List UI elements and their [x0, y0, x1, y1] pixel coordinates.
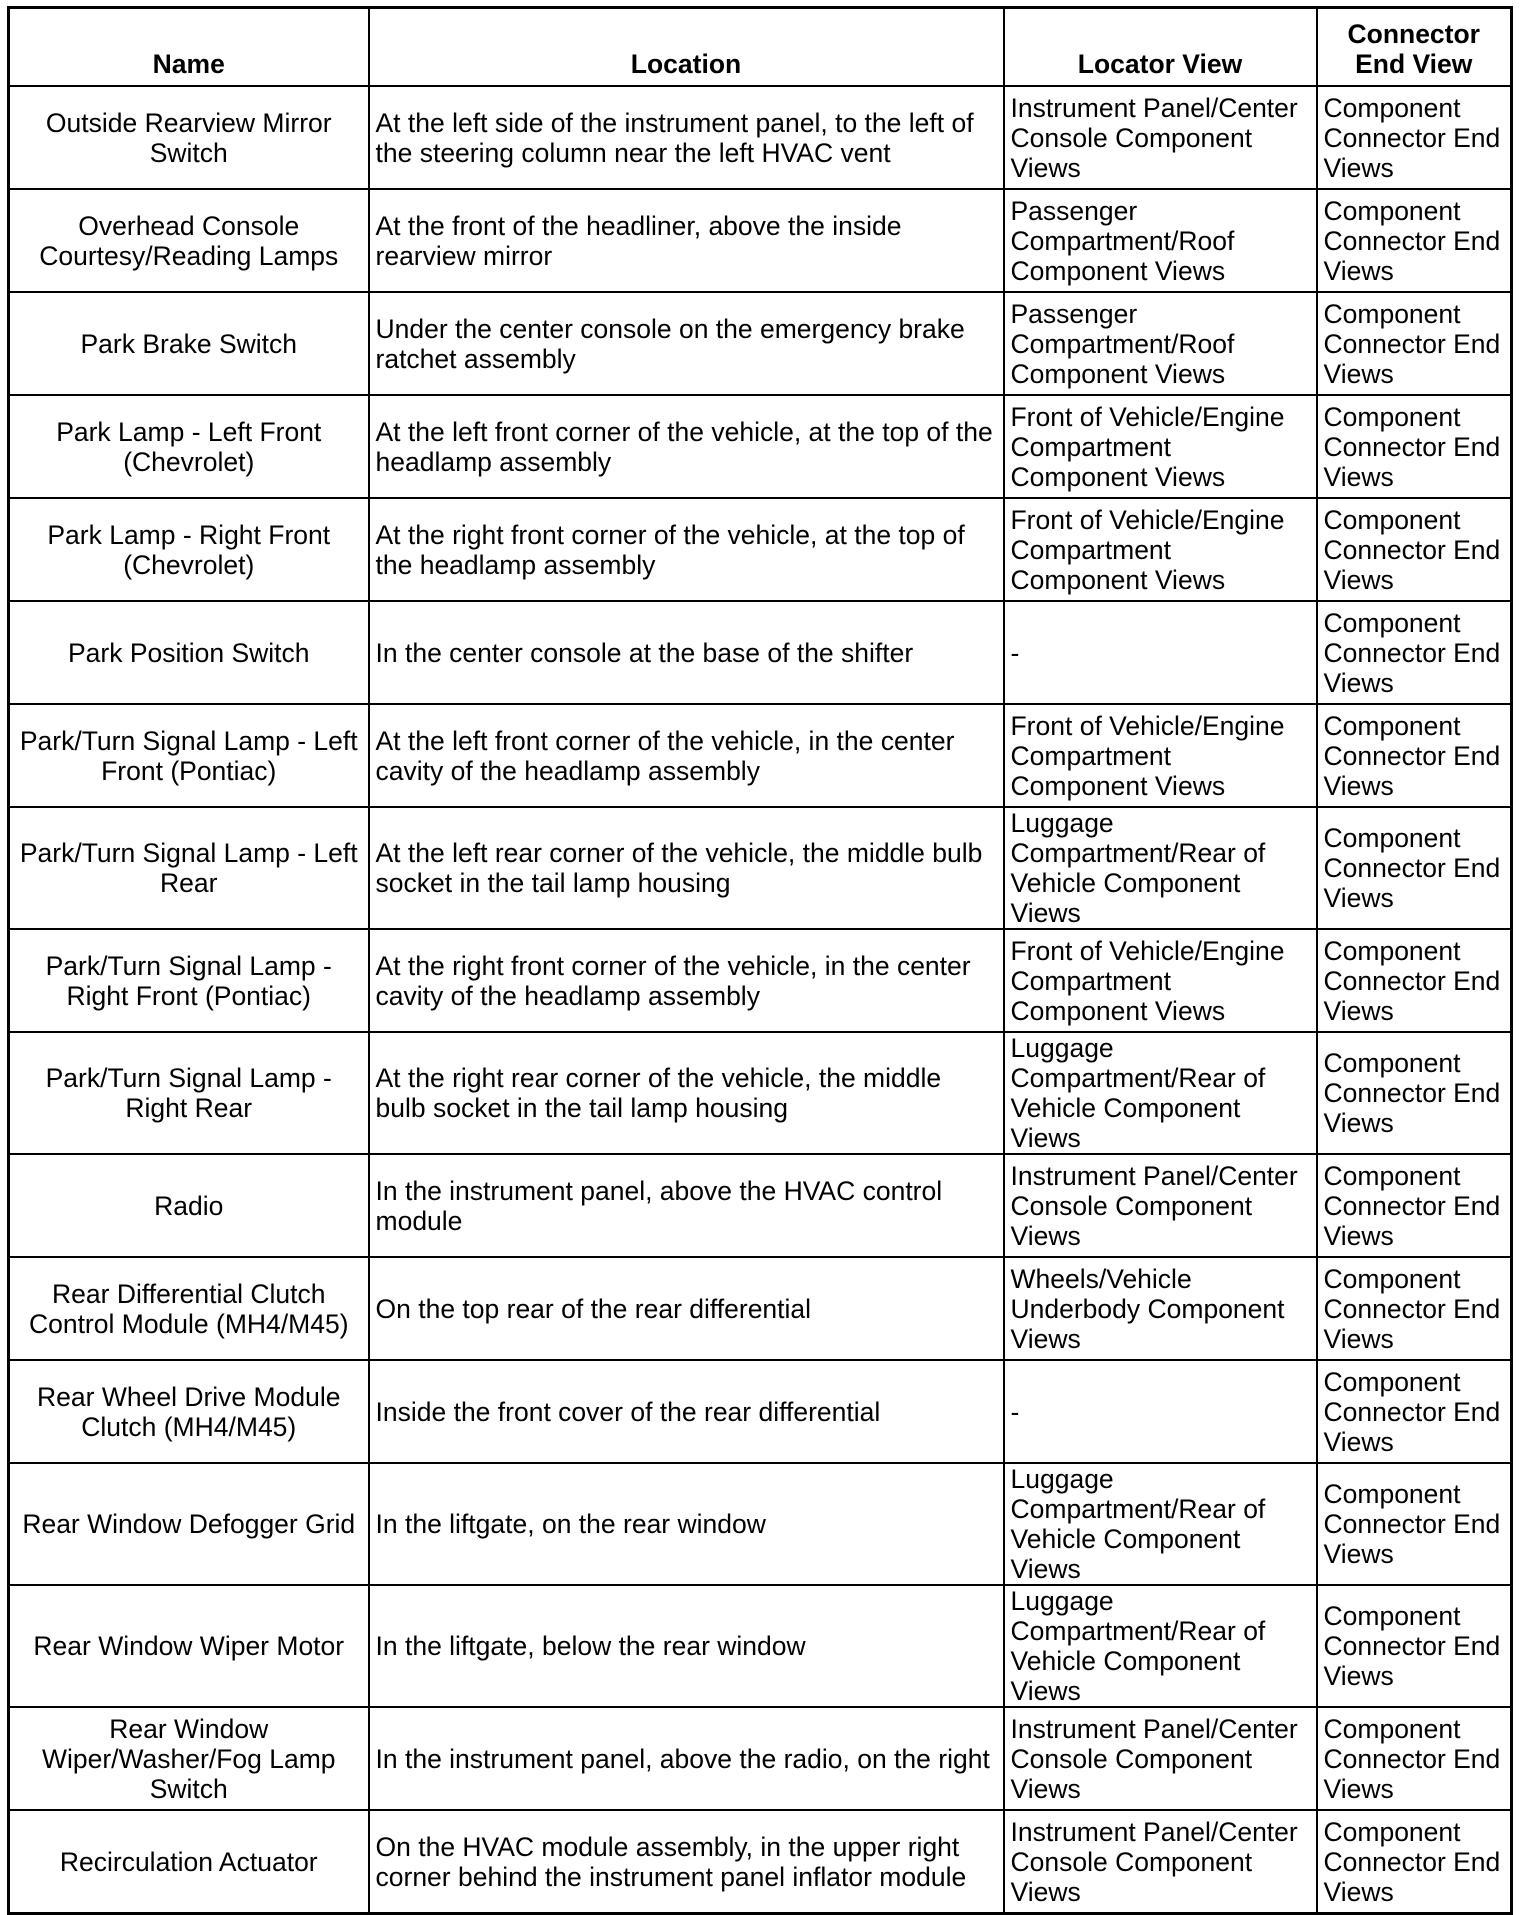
cell-name: Radio [9, 1154, 369, 1257]
cell-location: At the left side of the instrument panel, to the left of the steering column near the left HVAC vent [369, 86, 1004, 189]
cell-locator-view: Instrument Panel/Center Console Component Views [1004, 86, 1317, 189]
cell-connector-end-view: Component Connector End Views [1317, 498, 1512, 601]
cell-name: Park Position Switch [9, 601, 369, 704]
cell-locator-view: Luggage Compartment/Rear of Vehicle Component Views [1004, 1585, 1317, 1707]
cell-connector-end-view: Component Connector End Views [1317, 86, 1512, 189]
cell-location: In the liftgate, below the rear window [369, 1585, 1004, 1707]
cell-locator-view: Luggage Compartment/Rear of Vehicle Component Views [1004, 1032, 1317, 1154]
table-row [9, 929, 1512, 1032]
cell-connector-end-view: Component Connector End Views [1317, 189, 1512, 292]
table-row [9, 1585, 1512, 1707]
cell-connector-end-view: Component Connector End Views [1317, 1257, 1512, 1360]
cell-location: In the instrument panel, above the HVAC control module [369, 1154, 1004, 1257]
cell-connector-end-view: Component Connector End Views [1317, 395, 1512, 498]
table-row [9, 1463, 1512, 1585]
cell-name: Park/Turn Signal Lamp - Left Front (Pontiac) [9, 704, 369, 807]
table-row [9, 395, 1512, 498]
cell-locator-view: - [1004, 601, 1317, 704]
cell-connector-end-view: Component Connector End Views [1317, 1810, 1512, 1914]
cell-name: Park/Turn Signal Lamp - Right Front (Pontiac) [9, 929, 369, 1032]
cell-location: In the instrument panel, above the radio, on the right [369, 1707, 1004, 1810]
cell-connector-end-view: Component Connector End Views [1317, 1463, 1512, 1585]
cell-name: Park/Turn Signal Lamp - Right Rear [9, 1032, 369, 1154]
cell-connector-end-view: Component Connector End Views [1317, 601, 1512, 704]
cell-locator-view: Front of Vehicle/Engine Compartment Component Views [1004, 929, 1317, 1032]
cell-locator-view: Luggage Compartment/Rear of Vehicle Component Views [1004, 807, 1317, 929]
table-row [9, 704, 1512, 807]
cell-name: Rear Window Wiper/Washer/Fog Lamp Switch [9, 1707, 369, 1810]
cell-location: In the liftgate, on the rear window [369, 1463, 1004, 1585]
table-row [9, 1360, 1512, 1463]
cell-name: Park/Turn Signal Lamp - Left Rear [9, 807, 369, 929]
cell-location: At the left front corner of the vehicle, in the center cavity of the headlamp assembly [369, 704, 1004, 807]
cell-connector-end-view: Component Connector End Views [1317, 807, 1512, 929]
cell-connector-end-view: Component Connector End Views [1317, 1585, 1512, 1707]
cell-location: At the front of the headliner, above the inside rearview mirror [369, 189, 1004, 292]
table-row [9, 1257, 1512, 1360]
table-row [9, 292, 1512, 395]
table-body [9, 86, 1512, 1914]
cell-connector-end-view: Component Connector End Views [1317, 929, 1512, 1032]
table-row [9, 1032, 1512, 1154]
cell-location: On the HVAC module assembly, in the upper right corner behind the instrument panel inflator module [369, 1810, 1004, 1914]
cell-name: Recirculation Actuator [9, 1810, 369, 1914]
table-row [9, 1154, 1512, 1257]
cell-name: Rear Wheel Drive Module Clutch (MH4/M45) [9, 1360, 369, 1463]
cell-connector-end-view: Component Connector End Views [1317, 292, 1512, 395]
cell-location: At the left rear corner of the vehicle, the middle bulb socket in the tail lamp housing [369, 807, 1004, 929]
table-row [9, 86, 1512, 189]
cell-name: Park Brake Switch [9, 292, 369, 395]
table-row [9, 498, 1512, 601]
header-connector-end-view: Connector End View [1317, 8, 1512, 87]
cell-name: Overhead Console Courtesy/Reading Lamps [9, 189, 369, 292]
cell-location: Inside the front cover of the rear differential [369, 1360, 1004, 1463]
cell-locator-view: - [1004, 1360, 1317, 1463]
table-row [9, 807, 1512, 929]
cell-connector-end-view: Component Connector End Views [1317, 1360, 1512, 1463]
cell-locator-view: Instrument Panel/Center Console Component Views [1004, 1707, 1317, 1810]
cell-name: Park Lamp - Left Front (Chevrolet) [9, 395, 369, 498]
header-row [9, 8, 1512, 87]
cell-location: At the right front corner of the vehicle, at the top of the headlamp assembly [369, 498, 1004, 601]
cell-locator-view: Passenger Compartment/Roof Component Views [1004, 292, 1317, 395]
cell-location: At the left front corner of the vehicle, at the top of the headlamp assembly [369, 395, 1004, 498]
cell-locator-view: Instrument Panel/Center Console Component Views [1004, 1154, 1317, 1257]
cell-name: Rear Window Defogger Grid [9, 1463, 369, 1585]
cell-name: Outside Rearview Mirror Switch [9, 86, 369, 189]
cell-name: Park Lamp - Right Front (Chevrolet) [9, 498, 369, 601]
cell-location: Under the center console on the emergency brake ratchet assembly [369, 292, 1004, 395]
component-locator-table [7, 6, 1513, 1915]
cell-location: On the top rear of the rear differential [369, 1257, 1004, 1360]
cell-connector-end-view: Component Connector End Views [1317, 704, 1512, 807]
table-row [9, 601, 1512, 704]
cell-connector-end-view: Component Connector End Views [1317, 1032, 1512, 1154]
cell-connector-end-view: Component Connector End Views [1317, 1707, 1512, 1810]
table-row [9, 1707, 1512, 1810]
cell-locator-view: Front of Vehicle/Engine Compartment Component Views [1004, 704, 1317, 807]
header-locator-view: Locator View [1004, 8, 1317, 87]
header-location: Location [369, 8, 1004, 87]
cell-locator-view: Wheels/Vehicle Underbody Component Views [1004, 1257, 1317, 1360]
cell-location: At the right front corner of the vehicle, in the center cavity of the headlamp assembly [369, 929, 1004, 1032]
cell-locator-view: Luggage Compartment/Rear of Vehicle Component Views [1004, 1463, 1317, 1585]
header-name: Name [9, 8, 369, 87]
cell-location: In the center console at the base of the shifter [369, 601, 1004, 704]
cell-location: At the right rear corner of the vehicle, the middle bulb socket in the tail lamp housing [369, 1032, 1004, 1154]
table-row [9, 189, 1512, 292]
cell-locator-view: Passenger Compartment/Roof Component Views [1004, 189, 1317, 292]
cell-name: Rear Window Wiper Motor [9, 1585, 369, 1707]
cell-connector-end-view: Component Connector End Views [1317, 1154, 1512, 1257]
cell-name: Rear Differential Clutch Control Module (MH4/M45) [9, 1257, 369, 1360]
cell-locator-view: Instrument Panel/Center Console Component Views [1004, 1810, 1317, 1914]
cell-locator-view: Front of Vehicle/Engine Compartment Component Views [1004, 498, 1317, 601]
component-locator-table-container [7, 6, 1510, 1907]
cell-locator-view: Front of Vehicle/Engine Compartment Component Views [1004, 395, 1317, 498]
